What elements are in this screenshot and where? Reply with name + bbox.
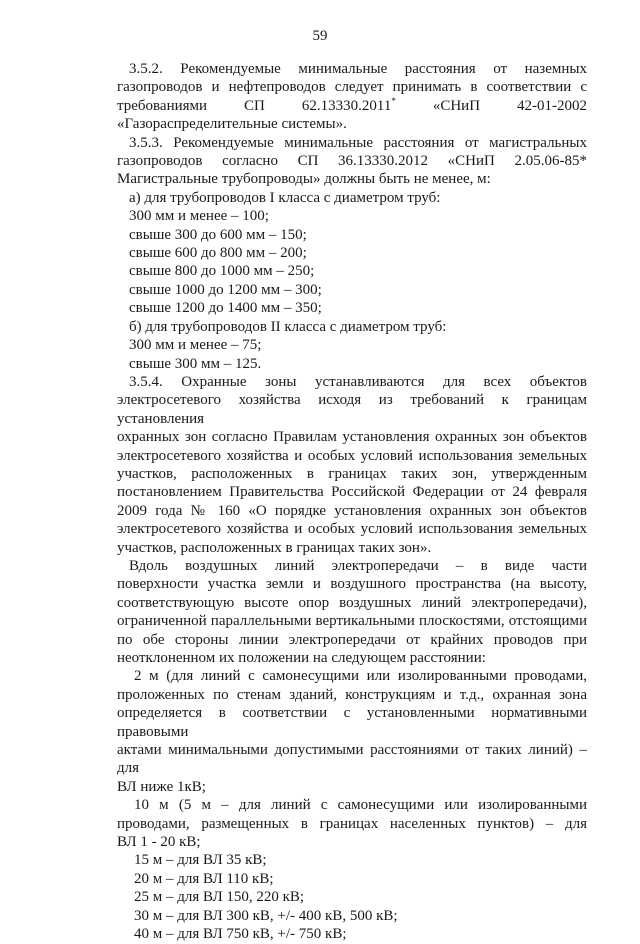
paragraph-3-5-3 — [117, 134, 587, 373]
list-item: 300 мм и менее – 100; — [129, 208, 269, 225]
paragraph-line: по обе стороны линии электропередачи от крайних проводов при — [117, 631, 587, 648]
paragraph-line: участков, расположенных в границах таких зон, утвержденным — [117, 465, 587, 482]
snip-reference: требованиями СП 62.13330.2011 — [117, 97, 392, 114]
paragraph-line: ограниченной параллельными вертикальными плоскостями, отстоящими — [117, 613, 587, 630]
list-item: 300 мм и менее – 75; — [129, 337, 262, 354]
paragraph-10m — [117, 796, 587, 851]
list-item: 15 м – для ВЛ 35 кВ; — [134, 852, 267, 869]
paragraph-line: участков, расположенных в границах таких зон». — [117, 539, 432, 556]
paragraph-line: проложенных по стенам зданий, конструкциям и т.д., охранная зона — [117, 686, 587, 703]
paragraph-line: 3.5.3. Рекомендуемые минимальные расстояния от магистральных — [129, 134, 587, 151]
paragraph-line: определяется в соответствии с установленными нормативными правовыми — [117, 705, 587, 740]
paragraph-line: 3.5.2. Рекомендуемые минимальные расстояния от наземных — [129, 61, 587, 77]
footnote-asterisk: * — [391, 95, 396, 106]
paragraph-line: 2 м (для линий с самонесущими или изолированными проводами, — [134, 668, 587, 685]
list-item: свыше 600 до 800 мм – 200; — [129, 245, 307, 262]
paragraph-line: 10 м (5 м – для линий с самонесущими или изолированными — [134, 797, 587, 814]
list-item: 25 м – для ВЛ 150, 220 кВ; — [134, 889, 305, 906]
paragraph-line: ВЛ 1 - 20 кВ; — [117, 834, 201, 851]
list-item: 40 м – для ВЛ 750 кВ, +/- 750 кВ; — [134, 926, 347, 943]
paragraph-line: поверхности участка земли и воздушного пространства (на высоту, — [117, 576, 587, 593]
page-number: 59 — [312, 28, 328, 44]
list-item: 20 м – для ВЛ 110 кВ; — [134, 870, 274, 887]
list-item: свыше 1200 до 1400 мм – 350; — [129, 300, 322, 317]
list-header: а) для трубопроводов I класса с диаметром труб: — [129, 189, 441, 206]
paragraph-line: постановлением Правительства Российской Федерации от 24 февраля — [117, 484, 587, 501]
list-item: свыше 1000 до 1200 мм – 300; — [129, 281, 322, 298]
paragraph-line: проводами, размещенных в границах населенных пунктов) – для — [117, 815, 587, 832]
paragraph-line — [117, 97, 587, 115]
list-item: свыше 800 до 1000 мм – 250; — [129, 263, 315, 280]
document-body — [117, 60, 587, 944]
paragraph-line: газопроводов и нефтепроводов следует принимать в соответствии с — [117, 79, 587, 96]
paragraph-line: Вдоль воздушных линий электропередачи – в виде части — [129, 557, 587, 574]
paragraph-line: газопроводов согласно СП 36.13330.2012 «СНиП 2.05.06-85* — [117, 153, 587, 170]
paragraph-line: Магистральные трубопроводы» должны быть не менее, м: — [117, 171, 491, 188]
paragraph-2m — [117, 667, 587, 796]
paragraph-line: неотклоненном их положении на следующем расстоянии: — [117, 650, 486, 666]
paragraph-3-5-2 — [117, 60, 587, 134]
list-item: 30 м – для ВЛ 300 кВ, +/- 400 кВ, 500 кВ; — [134, 907, 398, 924]
list-item: свыше 300 мм – 125. — [129, 355, 262, 372]
paragraph-line: электросетевого хозяйства исходя из требований к границам установления — [117, 392, 587, 427]
paragraph-3-5-4 — [117, 373, 587, 557]
list-item: свыше 300 до 600 мм – 150; — [129, 226, 307, 243]
paragraph-line: актами минимальными допустимыми расстояниями от таких линий) – для — [117, 742, 587, 777]
paragraph-line: электросетевого хозяйства и особых условий использования земельных — [117, 447, 587, 464]
paragraph-line: «Газораспределительные системы». — [117, 116, 347, 133]
snip-reference: «СНиП 42-01-2002 — [395, 97, 588, 114]
list-header: б) для трубопроводов II класса с диаметром труб: — [129, 318, 447, 335]
paragraph-overhead-lines — [117, 557, 587, 667]
paragraph-line: охранных зон согласно Правилам установления охранных зон объектов — [117, 429, 587, 446]
paragraph-line: ВЛ ниже 1кВ; — [117, 778, 206, 795]
paragraph-line: 3.5.4. Охранные зоны устанавливаются для всех объектов — [129, 373, 587, 390]
paragraph-line: 2009 года № 160 «О порядке установления охранных зон объектов — [117, 502, 587, 519]
paragraph-line: соответствующую высоте опор воздушных линий электропередачи), — [117, 594, 587, 611]
paragraph-line: электросетевого хозяйства и особых условий использования земельных — [117, 521, 587, 538]
distance-list — [117, 851, 587, 943]
